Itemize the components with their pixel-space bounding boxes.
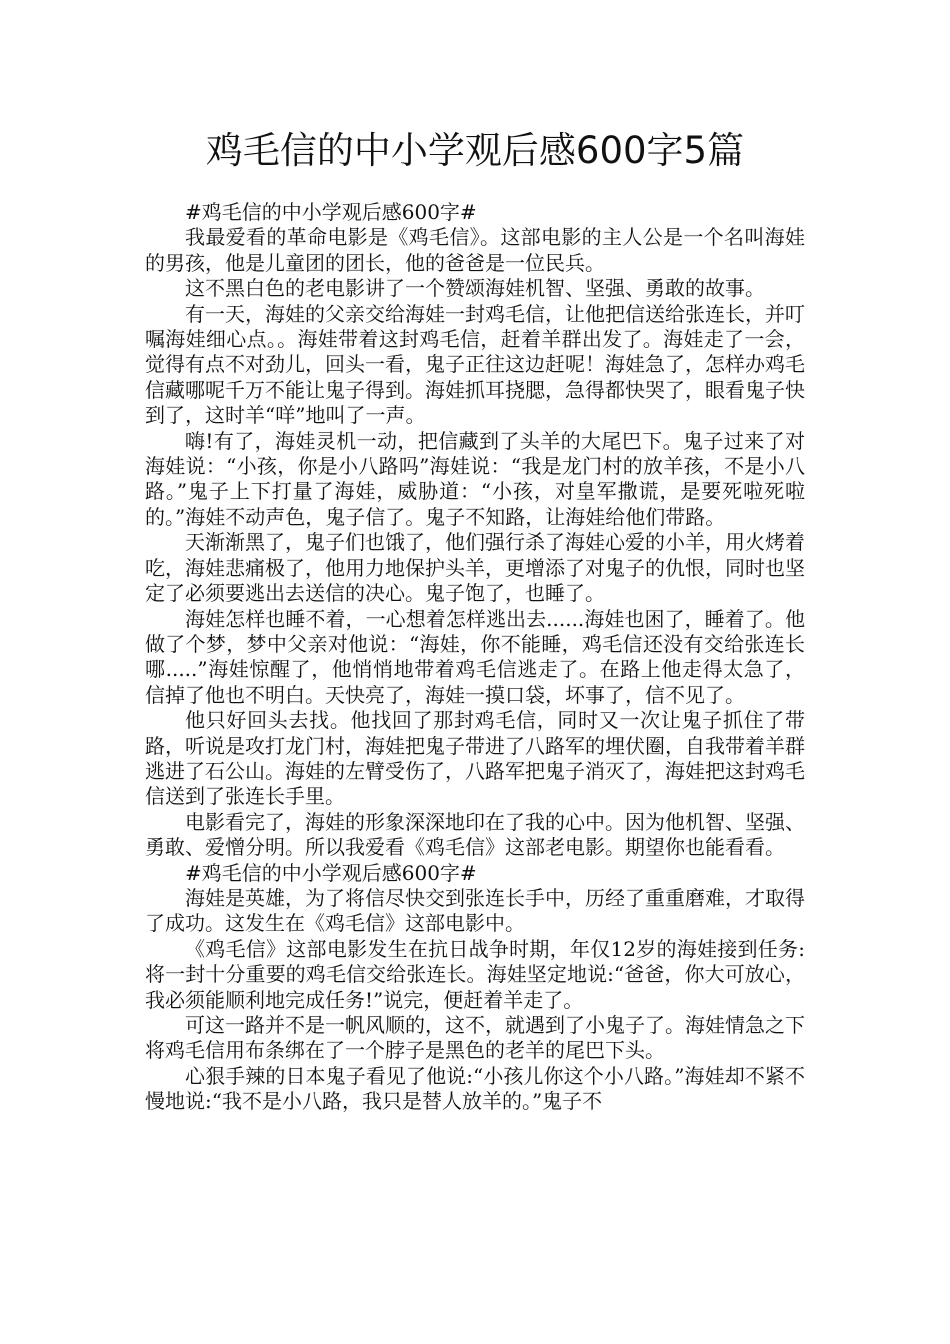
paragraph: 海娃是英雄，为了将信尽快交到张连长手中，历经了重重磨难，才取得了成功。这发生在《鸡毛信》这部电影中。 [145,885,805,936]
paragraph: 嗨!有了，海娃灵机一动，把信藏到了头羊的大尾巴下。鬼子过来了对海娃说：“小孩，你是小八路吗”海娃说：“我是龙门村的放羊孩，不是小八路。”鬼子上下打量了海娃，威胁道：“小孩，对皇军撒谎，是要死啦死啦的。”海娃不动声色，鬼子信了。鬼子不知路，让海娃给他们带路。 [145,428,805,529]
document-title: 鸡毛信的中小学观后感600字5篇 [205,129,745,172]
paragraph-section-heading: #鸡毛信的中小学观后感600字# [185,860,477,885]
paragraph: 这不黑白色的老电影讲了一个赞颂海娃机智、坚强、勇敢的故事。 [185,276,765,301]
paragraph: 《鸡毛信》这部电影发生在抗日战争时期，年仅12岁的海娃接到任务:将一封十分重要的鸡毛信交给张连长。海娃坚定地说:“爸爸，你大可放心，我必须能顺利地完成任务!”说完，便赶着羊走了。 [145,936,805,1012]
paragraph-section-heading: #鸡毛信的中小学观后感600字# [185,200,477,224]
paragraph: 天渐渐黑了，鬼子们也饿了，他们强行杀了海娃心爱的小羊，用火烤着吃，海娃悲痛极了，他用力地保护头羊，更增添了对鬼子的仇恨，同时也坚定了必须要逃出去送信的决心。鬼子饱了，也睡了。 [145,530,805,606]
paragraph: 可这一路并不是一帆风顺的，这不，就遇到了小鬼子了。海娃情急之下将鸡毛信用布条绑在了一个脖子是黑色的老羊的尾巴下头。 [145,1013,805,1063]
paragraph: 心狠手辣的日本鬼子看见了他说:“小孩儿你这个小八路。”海娃却不紧不慢地说:“我不是小八路，我只是替人放羊的。”鬼子不 [145,1063,805,1114]
document-body [145,200,805,1115]
paragraph: 有一天，海娃的父亲交给海娃一封鸡毛信，让他把信送给张连长，并叮嘱海娃细心点。。海娃带着这封鸡毛信，赶着羊群出发了。海娃走了一会，觉得有点不对劲儿，回头一看，鬼子正往这边赶呢！海娃急了，怎样办鸡毛信藏哪呢千万不能让鬼子得到。海娃抓耳挠腮，急得都快哭了，眼看鬼子快到了，这时羊“咩”地叫了一声。 [145,301,805,428]
paragraph: 我最爱看的革命电影是《鸡毛信》。这部电影的主人公是一个名叫海娃的男孩，他是儿童团的团长，他的爸爸是一位民兵。 [145,225,805,275]
paragraph: 电影看完了，海娃的形象深深地印在了我的心中。因为他机智、坚强、勇敢、爱憎分明。所以我爱看《鸡毛信》这部老电影。期望你也能看看。 [145,809,805,860]
paragraph: 海娃怎样也睡不着，一心想着怎样逃出去......海娃也困了，睡着了。他做了个梦，梦中父亲对他说：“海娃，你不能睡，鸡毛信还没有交给张连长哪.....”海娃惊醒了，他悄悄地带着鸡毛信逃走了。在路上他走得太急了，信掉了他也不明白。天快亮了，海娃一摸口袋，坏事了，信不见了。 [145,606,805,707]
paragraph: 他只好回头去找。他找回了那封鸡毛信，同时又一次让鬼子抓住了带路，听说是攻打龙门村，海娃把鬼子带进了八路军的埋伏圈，自我带着羊群逃进了石公山。海娃的左臂受伤了，八路军把鬼子消灭了，海娃把这封鸡毛信送到了张连长手里。 [145,708,805,809]
